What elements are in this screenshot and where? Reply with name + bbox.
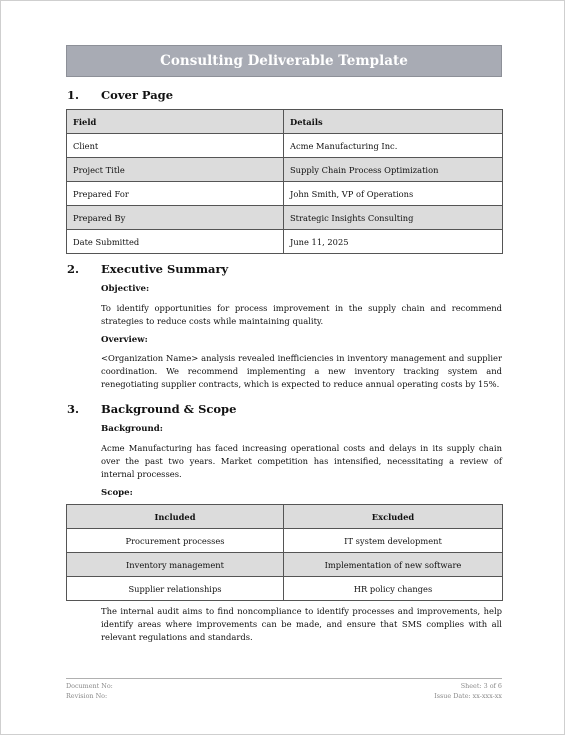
scope-table [66,504,503,601]
cell-details: Strategic Insights Consulting [284,206,503,230]
section-number: 2. [67,262,80,276]
overview-label: Overview: [101,335,148,345]
cell-field: Project Title [67,158,284,182]
objective-text: To identify opportunities for process improvement in the supply chain and recommend strategies to reduce costs while maintaining quality. [101,303,502,326]
table-row [67,182,503,206]
document-title [66,45,502,77]
table-header-row [67,505,503,529]
scope-label: Scope: [101,488,133,498]
background-label: Background: [101,424,163,434]
table-row [67,577,503,601]
footer-divider [66,678,502,679]
closing-text: The internal audit aims to find noncompliance to identify processes and improvements, help identify areas where improvements can be made, and ensure that SMS complies with all relevant regulations and standards. [101,606,502,642]
objective-label: Objective: [101,284,150,294]
table-row [67,134,503,158]
section-title: Background & Scope [101,402,237,416]
footer-sheet: Sheet: 3 of 6 [460,682,502,690]
column-header-details: Details [284,110,503,134]
cell-field: Client [67,134,284,158]
cell-details: June 11, 2025 [284,230,503,254]
section-heading-cover [67,88,173,102]
cell-field: Date Submitted [67,230,284,254]
cell-excluded: HR policy changes [284,577,503,601]
cell-included: Supplier relationships [67,577,284,601]
cell-included: Procurement processes [67,529,284,553]
cover-table [66,109,503,254]
footer-revision-no: Revision No: [66,692,108,700]
cell-details: Acme Manufacturing Inc. [284,134,503,158]
table-row [67,158,503,182]
cell-excluded: IT system development [284,529,503,553]
cell-field: Prepared By [67,206,284,230]
cell-included: Inventory management [67,553,284,577]
section-number: 3. [67,402,80,416]
section-heading-background [67,402,236,416]
cell-details: Supply Chain Process Optimization [284,158,503,182]
footer-document-no: Document No: [66,682,113,690]
table-row [67,553,503,577]
footer-issue-date: Issue Date: xx-xxx-xx [434,692,502,700]
cell-field: Prepared For [67,182,284,206]
background-text: Acme Manufacturing has faced increasing operational costs and delays in its supply chain over the past two years. Market competition has intensified, necessitating a review of internal processes. [101,443,502,479]
section-number: 1. [67,88,80,102]
document-title-text: Consulting Deliverable Template [160,53,408,69]
section-title: Executive Summary [101,262,229,276]
column-header-excluded: Excluded [284,505,503,529]
table-row [67,529,503,553]
column-header-included: Included [67,505,284,529]
cell-details: John Smith, VP of Operations [284,182,503,206]
table-header-row [67,110,503,134]
section-title: Cover Page [101,88,174,102]
table-row [67,230,503,254]
overview-text: <Organization Name> analysis revealed inefficiencies in inventory management and supplier coordination. We recommend implementing a new inventory tracking system and renegotiating supplier contracts, which is expected to reduce annual operating costs by 15%. [101,353,502,389]
column-header-field: Field [67,110,284,134]
cell-excluded: Implementation of new software [284,553,503,577]
section-heading-summary [67,262,228,276]
table-row [67,206,503,230]
